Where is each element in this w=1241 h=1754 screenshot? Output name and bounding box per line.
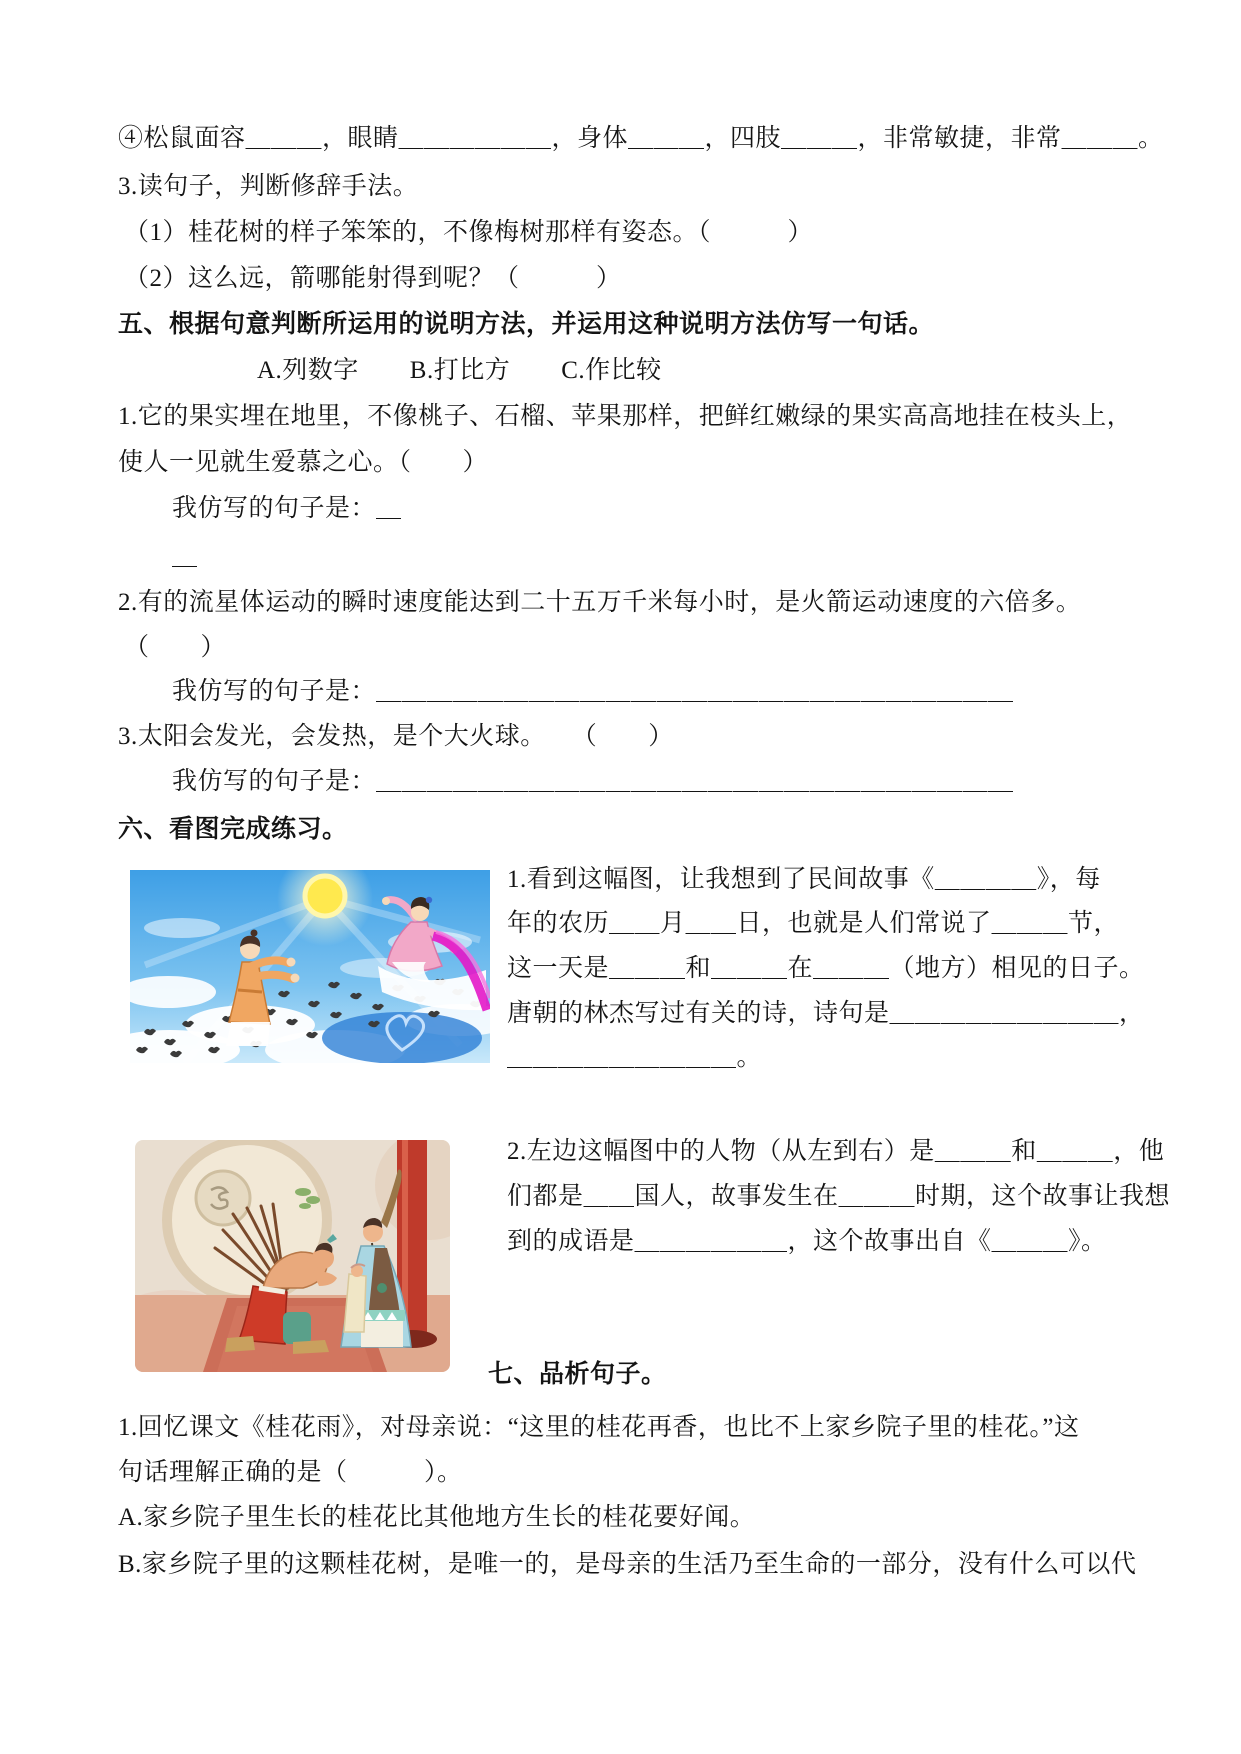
section7-option-b: B.家乡院子里的这颗桂花树，是唯一的，是母亲的生活乃至生命的一部分，没有什么可以代 bbox=[118, 1551, 1137, 1578]
section6-q1-line5: ＿＿＿＿＿＿＿＿＿。 bbox=[507, 1044, 763, 1071]
section5-heading: 五、根据句意判断所运用的说明方法，并运用这种说明方法仿写一句话。 bbox=[118, 311, 935, 338]
section5-item1-line1: 1.它的果实埋在地里，不像桃子、石榴、苹果那样，把鲜红嫩绿的果实高高地挂在枝头上， bbox=[118, 403, 1133, 430]
section6-q2-line3: 到的成语是＿＿＿＿＿＿，这个故事出自《＿＿＿》。 bbox=[507, 1228, 1107, 1255]
section5-item2-answer-line: 我仿写的句子是：＿＿＿＿＿＿＿＿＿＿＿＿＿＿＿＿＿＿＿＿＿＿＿＿＿ bbox=[172, 678, 1014, 705]
section5-item2-paren: （ ） bbox=[124, 634, 227, 661]
section6-q1-line1: 1.看到这幅图，让我想到了民间故事《＿＿＿＿》，每 bbox=[507, 866, 1101, 893]
section6-heading: 六、看图完成练习。 bbox=[118, 816, 348, 843]
stone-plaque bbox=[196, 1171, 250, 1225]
section6-q1-line2: 年的农历＿＿月＿＿日，也就是人们常说了＿＿＿节， bbox=[507, 910, 1120, 937]
q3-item2: （2）这么远，箭哪能射得到呢？（ ） bbox=[124, 265, 622, 292]
section6-q2-line2: 们都是＿＿国人，故事发生在＿＿＿时期，这个故事让我想 bbox=[507, 1183, 1171, 1210]
q2-item4-line: ④松鼠面容＿＿＿，眼睛＿＿＿＿＿＿，身体＿＿＿，四肢＿＿＿，非常敏捷，非常＿＿＿。 bbox=[118, 125, 1164, 152]
illustration-fujing-qingzui bbox=[135, 1140, 450, 1372]
section5-item1-answer-continuation: ＿ bbox=[172, 543, 198, 570]
q3-title: 3.读句子，判断修辞手法。 bbox=[118, 173, 419, 200]
section5-item3-answer-line: 我仿写的句子是：＿＿＿＿＿＿＿＿＿＿＿＿＿＿＿＿＿＿＿＿＿＿＿＿＿ bbox=[172, 768, 1014, 795]
illustration-niulang-zhinv bbox=[130, 870, 490, 1063]
water-pool bbox=[322, 1012, 482, 1063]
section5-item1-line2: 使人一见就生爱慕之心。（ ） bbox=[118, 449, 489, 476]
sun-icon bbox=[305, 876, 345, 916]
section6-q1-line4: 唐朝的林杰写过有关的诗，诗句是＿＿＿＿＿＿＿＿＿， bbox=[507, 1000, 1145, 1027]
section5-item3-line: 3.太阳会发光，会发热，是个大火球。 （ ） bbox=[118, 723, 674, 750]
section6-q1-line3: 这一天是＿＿＿和＿＿＿在＿＿＿（地方）相见的日子。 bbox=[507, 955, 1145, 982]
section5-item1-answer-line: 我仿写的句子是：＿ bbox=[172, 495, 402, 522]
section7-option-a: A.家乡院子里生长的桂花比其他地方生长的桂花要好闻。 bbox=[118, 1504, 756, 1531]
section7-heading: 七、品析句子。 bbox=[488, 1361, 667, 1388]
section7-q1-line1: 1.回忆课文《桂花雨》，对母亲说：“这里的桂花再香，也比不上家乡院子里的桂花。”这 bbox=[118, 1414, 1080, 1441]
section7-q1-line2: 句话理解正确的是（ ）。 bbox=[118, 1459, 463, 1486]
q3-item1: （1）桂花树的样子笨笨的，不像梅树那样有姿态。（ ） bbox=[124, 219, 814, 246]
section5-options: A.列数字 B.打比方 C.作比较 bbox=[257, 357, 662, 384]
section5-item2-line1: 2.有的流星体运动的瞬时速度能达到二十五万千米每小时，是火箭运动速度的六倍多。 bbox=[118, 589, 1082, 616]
section6-q2-line1: 2.左边这幅图中的人物（从左到右）是＿＿＿和＿＿＿，他 bbox=[507, 1138, 1165, 1165]
